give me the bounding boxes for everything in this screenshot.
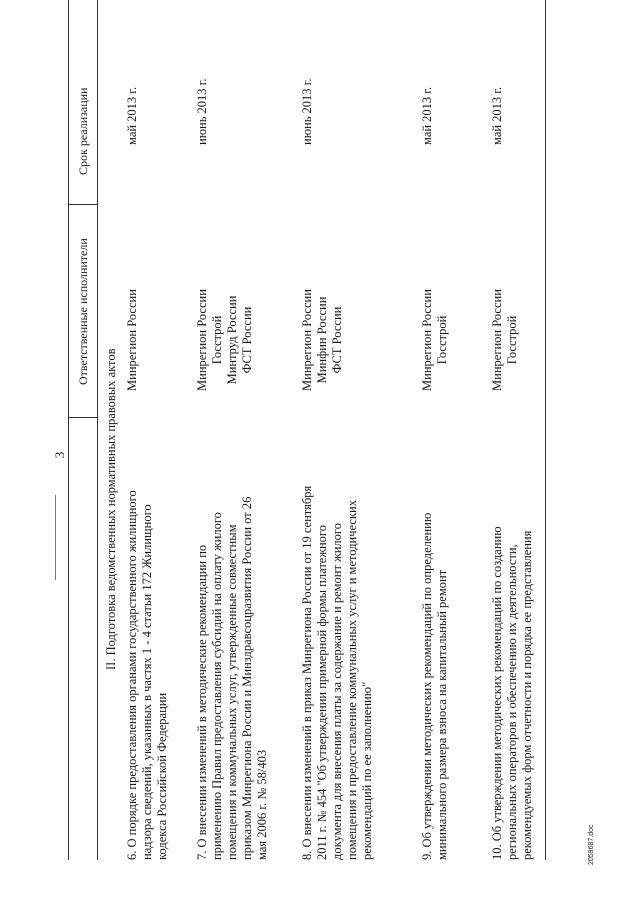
item-10-text: 10. Об утверждении методических рекомендаций по созданию региональных операторов и обеспечению их деятельности, рекомендуемых форм отчетности и порядка ее представления [490, 526, 534, 860]
item-10-executors [490, 255, 520, 425]
item-8-executors [300, 255, 345, 425]
column-divider-2 [68, 204, 97, 205]
page-number: 3 [52, 451, 67, 459]
header-top-rule [68, 0, 69, 860]
item-6-deadline: май 2013 г. [125, 86, 139, 145]
executor-line: Минрегион России [125, 289, 139, 391]
item-9-executors [420, 255, 450, 425]
executor-line: ФСТ России [240, 306, 254, 374]
item-6-executors [125, 255, 140, 425]
executor-line: ФСТ России [330, 306, 344, 374]
executor-line: Минтруд России [225, 295, 239, 385]
executor-line: Госстрой [505, 315, 519, 365]
section-title: II. Подготовка ведомственных нормативных правовых актов [104, 348, 118, 670]
table-bottom-rule [545, 0, 546, 860]
item-7-text: 7. О внесении изменений в методические рекомендации по применению Правил предоставления субсидий на оплату жилого помещения и коммунальных услуг, утвержденные совместным приказом Минрегиона России и Минздравсоцразвития России от 26 мая 2006 г. № 58/403 [195, 496, 269, 860]
executor-line: Госстрой [435, 315, 449, 365]
item-9-deadline: май 2013 г. [420, 86, 434, 145]
executor-line: Минрегион России [420, 289, 434, 391]
item-8-text: 8. О внесении изменений в приказ Минрегиона России от 19 сентября 2011 г. № 454 "Об утверждении примерной формы платежного документа для внесения платы за содержание и ремонт жилого помещения и предоставление коммунальных услуг и методических рекомендаций по ее заполнению" [300, 485, 374, 860]
header-bottom-rule [97, 0, 98, 860]
executor-line: Минрегион России [490, 289, 504, 391]
item-6-text: 6. О порядке предоставления органами государственного жилищного надзора сведений, указанных в частях 1 - 4 статьи 172 Жилищного кодекса Российской Федерации [125, 490, 169, 860]
item-8-deadline: июнь 2013 г. [300, 78, 314, 145]
header-deadline: Срок реализации [76, 87, 90, 175]
executor-line: Госстрой [210, 315, 224, 365]
executor-line: Минрегион России [195, 289, 209, 391]
fold-mark [55, 495, 56, 580]
executor-line: Минфин России [315, 296, 329, 384]
item-7-deadline: июнь 2013 г. [195, 78, 209, 145]
document-code: 2059687.doc [588, 824, 595, 865]
item-7-executors [195, 255, 255, 425]
column-divider-1 [68, 417, 97, 418]
header-executors: Ответственные исполнители [76, 238, 90, 385]
item-9-text: 9. Об утверждении методических рекомендаций по определению минимального размера взноса на капитальный ремонт [420, 512, 449, 860]
item-10-deadline: май 2013 г. [490, 86, 504, 145]
executor-line: Минрегион России [300, 289, 314, 391]
